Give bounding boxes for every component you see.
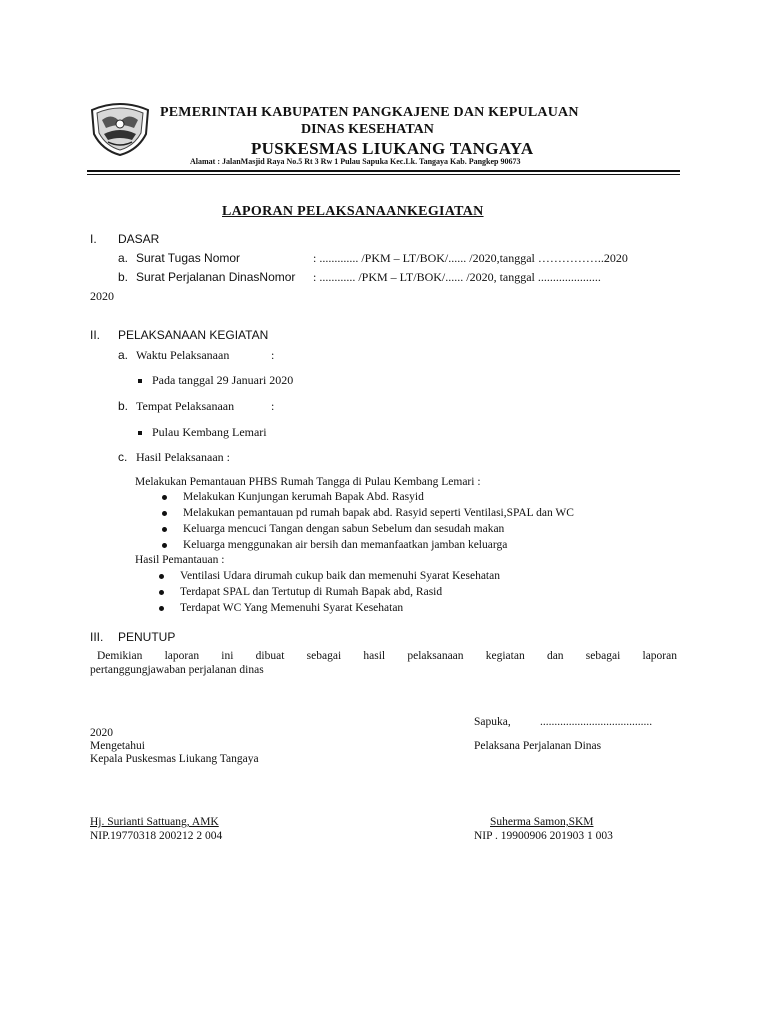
square-bullet-icon: [138, 379, 142, 383]
bullet-icon: [162, 543, 167, 548]
section1-heading: DASAR: [118, 232, 160, 246]
section1-b-text: Surat Perjalanan DinasNomor: [136, 270, 296, 284]
signature-year: 2020: [90, 727, 113, 739]
results-bullet-1: Melakukan Kunjungan kerumah Bapak Abd. Rasyid: [183, 491, 424, 503]
executor-label: Pelaksana Perjalanan Dinas: [474, 740, 602, 752]
signature-place: Sapuka,: [474, 716, 511, 728]
header-rule-thin: [87, 174, 680, 175]
section1-a-text: Surat Tugas Nomor: [136, 251, 241, 265]
closing-paragraph-text: Demikian laporan ini dibuat sebagai hasil pelaksanaan kegiatan dan sebagai laporan: [97, 650, 677, 662]
acknowledged-label: Mengetahui: [90, 740, 145, 752]
monitoring-bullet-2: Terdapat SPAL dan Tertutup di Rumah Bapak abd, Rasid: [180, 586, 443, 598]
section2-heading: PELAKSANAAN KEGIATAN: [118, 328, 269, 342]
head-nip: NIP.19770318 200212 2 004: [90, 830, 223, 842]
section2-b-text: Tempat Pelaksanaan: [136, 399, 235, 413]
results-bullet-2: Melakukan pemantauan pd rumah bapak abd. Rasyid seperti Ventilasi,SPAL dan WC: [183, 507, 574, 519]
section1-b-label: b.: [118, 270, 129, 284]
bullet-icon: [162, 511, 167, 516]
section2-number: II.: [90, 328, 101, 342]
monitoring-bullet-1: Ventilasi Udara dirumah cukup baik dan memenuhi Syarat Kesehatan: [180, 570, 500, 582]
results-bullet-3: Keluarga mencuci Tangan dengan sabun Sebelum dan sesudah makan: [183, 523, 505, 535]
section1-b-value: : ............ /PKM – LT/BOK/...... /2020, tanggal .....................: [313, 270, 601, 284]
section3-number: III.: [90, 630, 104, 644]
section2-a-colon: :: [271, 348, 275, 362]
section2-b-label: b.: [118, 399, 129, 413]
section2-a-item: Pada tanggal 29 Januari 2020: [152, 373, 294, 387]
results-intro: Melakukan Pemantauan PHBS Rumah Tangga di Pulau Kembang Lemari :: [135, 476, 481, 488]
signature-date-dots: .......................................: [540, 716, 653, 728]
bullet-icon: [162, 527, 167, 532]
section3-heading: PENUTUP: [118, 630, 176, 644]
executor-nip: NIP . 19900906 201903 1 003: [474, 830, 613, 842]
regency-logo: [88, 100, 152, 156]
header-line-department: DINAS KESEHATAN: [301, 122, 434, 137]
bullet-icon: [162, 495, 167, 500]
header-rule-thick: [87, 170, 680, 172]
monitoring-results-label: Hasil Pemantauan :: [135, 554, 225, 566]
section1-number: I.: [90, 232, 97, 246]
section2-c-label: c.: [118, 450, 128, 464]
header-line-government: PEMERINTAH KABUPATEN PANGKAJENE DAN KEPULAUAN: [160, 105, 579, 120]
executor-name: Suherma Samon,SKM: [490, 816, 594, 828]
bullet-icon: [159, 590, 164, 595]
section2-b-colon: :: [271, 399, 275, 413]
monitoring-bullet-3: Terdapat WC Yang Memenuhi Syarat Kesehatan: [180, 602, 404, 614]
closing-paragraph-line1: [97, 650, 677, 662]
square-bullet-icon: [138, 431, 142, 435]
section2-a-text: Waktu Pelaksanaan: [136, 348, 230, 362]
section1-b-continuation: 2020: [90, 289, 114, 303]
section1-a-value: : ............. /PKM – LT/BOK/...... /2020,tanggal ……………..2020: [313, 251, 628, 265]
section2-c-text: Hasil Pelaksanaan :: [136, 450, 230, 464]
document-title: LAPORAN PELAKSANAANKEGIATAN: [222, 204, 484, 219]
section2-b-item: Pulau Kembang Lemari: [152, 425, 267, 439]
closing-paragraph-line2: pertanggungjawaban perjalanan dinas: [90, 664, 264, 676]
section2-a-label: a.: [118, 348, 129, 362]
section1-a-label: a.: [118, 251, 129, 265]
bullet-icon: [159, 606, 164, 611]
header-address: Alamat : JalanMasjid Raya No.5 Rt 3 Rw 1 Pulau Sapuka Kec.Lk. Tangaya Kab. Pangkep 90673: [190, 157, 521, 166]
results-bullet-4: Keluarga menggunakan air bersih dan memanfaatkan jamban keluarga: [183, 539, 508, 551]
bullet-icon: [159, 574, 164, 579]
head-title-label: Kepala Puskesmas Liukang Tangaya: [90, 753, 259, 765]
header-line-puskesmas: PUSKESMAS LIUKANG TANGAYA: [251, 139, 534, 158]
head-name: Hj. Surianti Sattuang, AMK: [90, 816, 219, 828]
